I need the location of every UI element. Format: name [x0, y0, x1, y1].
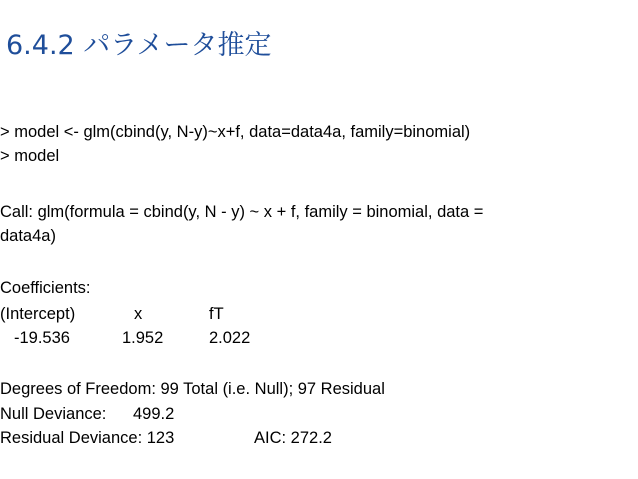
residual-deviance-row	[0, 426, 636, 450]
coef-value-x: 1.952	[122, 329, 164, 347]
coef-value-ft: 2.022	[209, 329, 251, 347]
coefficient-values-row	[0, 326, 636, 350]
coefficient-names-row	[0, 302, 636, 326]
coef-name-x: x	[134, 305, 143, 323]
call-line-1: Call: glm(formula = cbind(y, N - y) ~ x + f, family = binomial, data =	[0, 203, 484, 221]
slide-title: 6.4.2 パラメータ推定	[6, 30, 272, 61]
coef-name-intercept: (Intercept)	[0, 305, 76, 323]
null-deviance-value: 499.2	[133, 405, 175, 423]
command-glm: > model <- glm(cbind(y, N-y)~x+f, data=data4a, family=binomial)	[0, 123, 471, 141]
call-line-2: data4a)	[0, 227, 56, 245]
residual-deviance: Residual Deviance: 123	[0, 429, 175, 447]
degrees-of-freedom: Degrees of Freedom: 99 Total (i.e. Null); 97 Residual	[0, 380, 385, 398]
command-print-model: > model	[0, 147, 60, 165]
coef-name-ft: fT	[209, 305, 224, 323]
null-deviance-row	[0, 402, 636, 426]
null-deviance-label: Null Deviance:	[0, 405, 107, 423]
aic-value: AIC: 272.2	[254, 429, 332, 447]
coefficients-header: Coefficients:	[0, 279, 91, 297]
coef-value-intercept: -19.536	[14, 329, 70, 347]
